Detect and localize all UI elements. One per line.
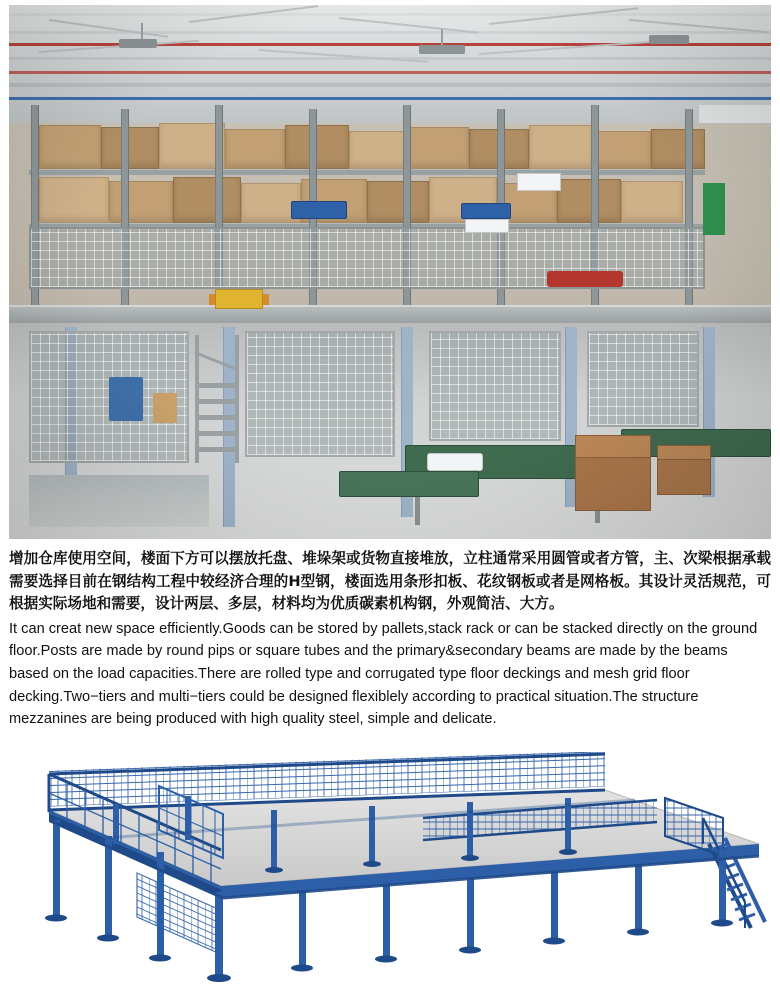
stair-step bbox=[197, 447, 237, 452]
ceiling-light bbox=[649, 35, 689, 44]
ground-carton bbox=[153, 393, 177, 423]
carton-box bbox=[349, 131, 407, 169]
roof-truss bbox=[9, 13, 771, 16]
stair-step bbox=[197, 415, 237, 420]
work-table bbox=[339, 471, 479, 497]
stair-step bbox=[197, 431, 237, 436]
rack-label bbox=[465, 219, 509, 233]
exit-sign bbox=[703, 183, 725, 235]
carton-box bbox=[651, 129, 705, 169]
carton-box bbox=[225, 129, 285, 169]
description-english: It can creat new space efficiently.Goods can be stored by pallets,stack rack or can be stacked directly on the ground floor.Posts are made by round pips or square tubes and the primary&secondary beams are made by the beams based on the load capacities.There are rolled type and corrugated type floor deckings and mesh grid floor decking.Two−tiers and multi−tiers could be designed flexiblely according to practical situation.The structure mezzanines are being produced with high quality steel, simple and delicate. bbox=[9, 620, 758, 728]
banner-red bbox=[547, 271, 623, 287]
carton-box bbox=[529, 125, 593, 169]
ceiling-light bbox=[419, 45, 465, 54]
mezzanine-3d-rendering bbox=[9, 752, 771, 1000]
ground-mesh-partition bbox=[587, 331, 699, 427]
ground-mesh-partition bbox=[429, 331, 561, 441]
ceiling-light bbox=[119, 39, 157, 48]
ceiling-light-stem bbox=[141, 23, 143, 39]
ground-equipment bbox=[109, 377, 143, 421]
mezzanine-support-column bbox=[223, 327, 235, 527]
carton-box bbox=[101, 127, 159, 169]
ground-mesh-partition bbox=[245, 331, 395, 457]
description-chinese: 增加仓库使用空间，楼面下方可以摆放托盘、堆垛架或货物直接堆放，立柱通常采用圆管或者方管，主、次梁根据承载需要选择目前在钢结构工程中较经济合理的H型钢，楼面选用条形扣板、花纹钢板或者是网格板。其设计灵活规范，可根据实际场地和需要，设计两层、多层，材料均为优质碳素机构钢，外观简洁、大方。 bbox=[9, 550, 771, 613]
warning-sign bbox=[215, 289, 263, 309]
carton-box bbox=[109, 181, 173, 223]
roof-pipe-blue bbox=[9, 97, 771, 100]
carton-box bbox=[621, 181, 683, 223]
product-description bbox=[9, 548, 771, 731]
rack-label bbox=[517, 173, 561, 191]
rack-beam bbox=[29, 169, 705, 175]
product-on-table bbox=[427, 453, 483, 471]
carton-box bbox=[407, 127, 469, 169]
carton-box bbox=[39, 177, 109, 223]
mezzanine-render-svg bbox=[9, 752, 771, 1000]
carton-box bbox=[285, 125, 349, 169]
rack-location-sign bbox=[461, 203, 511, 219]
warehouse-mezzanine-photo bbox=[9, 5, 771, 539]
carton-box bbox=[173, 177, 241, 223]
ceiling-light-stem bbox=[441, 29, 443, 45]
carton-box bbox=[367, 181, 429, 223]
ground-pallet-area bbox=[29, 475, 209, 527]
carton-box bbox=[593, 131, 651, 169]
carton-box bbox=[39, 125, 101, 169]
roof-pipe-red bbox=[9, 71, 771, 74]
carton-box bbox=[557, 179, 621, 223]
rack-location-sign bbox=[291, 201, 347, 219]
stair-step bbox=[197, 383, 237, 388]
stair-step bbox=[197, 399, 237, 404]
roof-truss bbox=[9, 83, 771, 87]
